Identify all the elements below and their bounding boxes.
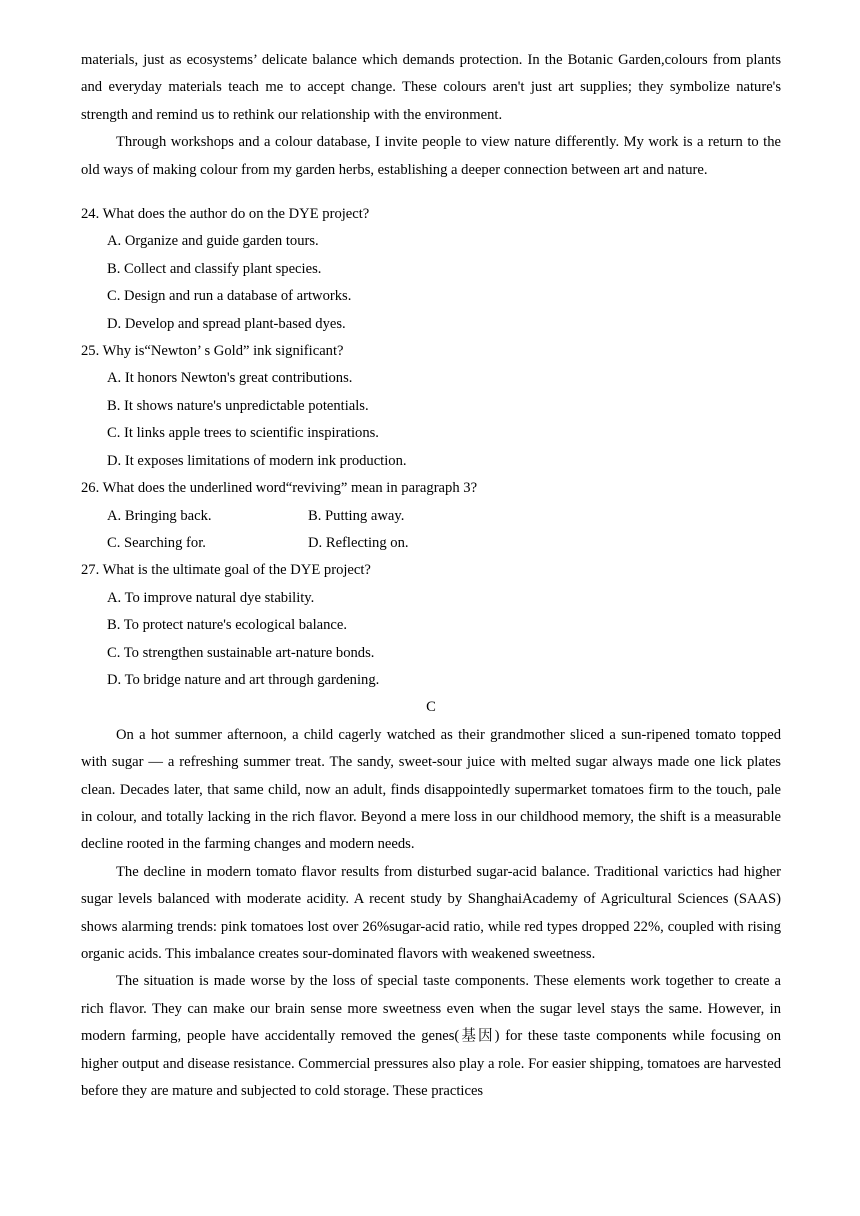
answer-option: C. It links apple trees to scientific inspirations. bbox=[107, 425, 379, 442]
question-26 bbox=[81, 475, 781, 557]
passage-b-paragraph: materials, just as ecosystems’ delicate balance which demands protection. In the Botanic Garden,colours from plants and everyday materials teach me to accept change. These colours aren't just art supplies; they symbolize nature's strength and remind us to rethink our relationship with the environment. bbox=[81, 52, 781, 123]
section-heading: C bbox=[426, 699, 436, 716]
answer-option: B. To protect nature's ecological balance. bbox=[107, 617, 348, 634]
answer-option-row bbox=[81, 530, 781, 557]
spacer bbox=[81, 184, 781, 201]
question-stem: 27. What is the ultimate goal of the DYE project? bbox=[81, 562, 371, 579]
answer-option: A. It honors Newton's great contributions. bbox=[107, 370, 353, 387]
answer-option: A. Bringing back. bbox=[107, 507, 212, 524]
question-stem: 25. Why is“Newton’ s Gold” ink significant? bbox=[81, 343, 344, 360]
answer-option: D. Develop and spread plant-based dyes. bbox=[107, 315, 346, 332]
answer-option: C. Searching for. bbox=[107, 534, 206, 551]
question-stem: 26. What does the underlined word“reviving” mean in paragraph 3? bbox=[81, 480, 478, 497]
answer-option: C. To strengthen sustainable art-nature bonds. bbox=[107, 644, 375, 661]
answer-option: B. Putting away. bbox=[308, 507, 405, 524]
passage-c-paragraph: The situation is made worse by the loss of special taste components. These elements work together to create a rich flavor. They can make our brain sense more sweetness even when the sugar level stays the same. However, in modern farming, people have accidentally removed the genes(基因) for these taste components while focusing on higher output and disease resistance. Commercial pressures also play a role. For easier shipping, tomatoes are harvested before they are mature and subjected to cold storage. These practices bbox=[81, 973, 781, 1100]
passage-b-paragraph: Through workshops and a colour database, I invite people to view nature differently. My work is a return to the old ways of making colour from my garden herbs, establishing a deeper connection between art and nature. bbox=[81, 134, 781, 178]
document-page bbox=[81, 47, 781, 1105]
question-stem: 24. What does the author do on the DYE project? bbox=[81, 206, 370, 223]
question-24 bbox=[81, 201, 781, 338]
passage-c-paragraph: On a hot summer afternoon, a child cagerly watched as their grandmother sliced a sun-ripened tomato topped with sugar — a refreshing summer treat. The sandy, sweet-sour juice with melted sugar always made one lick plates clean. Decades later, that same child, now an adult, finds disappointedly supermarket tomatoes firm to the touch, pale in colour, and totally lacking in the rich flavor. Beyond a mere loss in our childhood memory, the shift is a measurable decline rooted in the farming changes and modern needs. bbox=[81, 726, 781, 853]
answer-option: A. Organize and guide garden tours. bbox=[107, 233, 319, 250]
answer-option: D. It exposes limitations of modern ink production. bbox=[107, 452, 407, 469]
answer-option: A. To improve natural dye stability. bbox=[107, 589, 315, 606]
passage-c-paragraph: The decline in modern tomato flavor results from disturbed sugar-acid balance. Traditional varictics had higher sugar levels balanced with moderate acidity. A recent study by ShanghaiAcademy of Agricultural Sciences (SAAS) shows alarming trends: pink tomatoes lost over 26%sugar-acid ratio, while red types dropped 22%, coupled with rising organic acids. This imbalance creates sour-dominated flavors with weakened sweetness. bbox=[81, 863, 781, 962]
answer-option: B. Collect and classify plant species. bbox=[107, 260, 322, 277]
question-27 bbox=[81, 557, 781, 694]
question-25 bbox=[81, 338, 781, 475]
answer-option-row bbox=[81, 503, 781, 530]
answer-option: D. Reflecting on. bbox=[308, 534, 409, 551]
answer-option: C. Design and run a database of artworks. bbox=[107, 288, 352, 305]
answer-option: D. To bridge nature and art through gardening. bbox=[107, 671, 380, 688]
answer-option: B. It shows nature's unpredictable potentials. bbox=[107, 397, 369, 414]
